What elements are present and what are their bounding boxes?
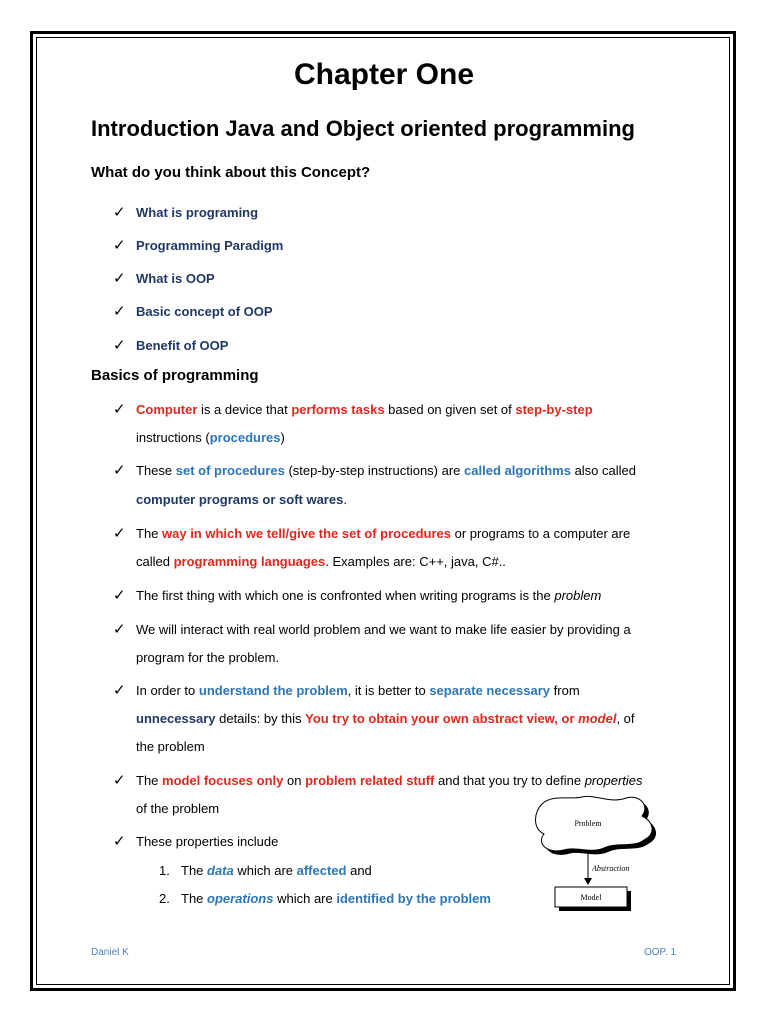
footer-author: Daniel K xyxy=(91,947,129,958)
check-icon: ✓ xyxy=(113,621,126,638)
check-icon: ✓ xyxy=(113,337,126,354)
concept-item: What is programing xyxy=(136,205,259,220)
check-icon: ✓ xyxy=(113,833,126,850)
basics-item-continued: instructions (procedures) xyxy=(136,430,285,445)
basics-item: In order to understand the problem, it is better to separate necessary from xyxy=(136,683,580,698)
check-icon: ✓ xyxy=(113,525,126,542)
question-heading: What do you think about this Concept? xyxy=(91,164,371,181)
basics-item: These properties include xyxy=(136,834,279,849)
concept-item: Programming Paradigm xyxy=(136,238,284,253)
basics-item: These set of procedures (step-by-step instructions) are called algorithms also called xyxy=(136,463,636,478)
concept-item: Basic concept of OOP xyxy=(136,304,273,319)
concept-item: What is OOP xyxy=(136,271,215,286)
numbered-item: The data which are affected and xyxy=(181,863,372,878)
check-icon: ✓ xyxy=(113,682,126,699)
basics-item-continued: the problem xyxy=(136,739,205,754)
chapter-title: Chapter One xyxy=(293,58,475,91)
basics-item: Computer is a device that performs tasks based on given set of step-by-step xyxy=(136,402,593,417)
numbered-item-number: 1. xyxy=(159,863,170,878)
basics-item: The first thing with which one is confronted when writing programs is the problem xyxy=(136,588,602,603)
basics-item-continued: computer programs or soft wares. xyxy=(136,492,347,507)
model-label: Model xyxy=(580,893,602,902)
basics-heading: Basics of programming xyxy=(91,367,259,384)
footer-page-number: OOP. 1 xyxy=(644,947,677,958)
abstraction-label: Abstraction xyxy=(592,864,630,873)
abstraction-arrow-head xyxy=(584,878,592,885)
check-icon: ✓ xyxy=(113,401,126,418)
concept-item: Benefit of OOP xyxy=(136,338,229,353)
basics-item-continued: unnecessary details: by this You try to obtain your own abstract view, or model, of xyxy=(136,711,635,726)
check-icon: ✓ xyxy=(113,270,126,287)
basics-item: We will interact with real world problem and we want to make life easier by providing a xyxy=(136,622,631,637)
basics-item-continued: program for the problem. xyxy=(136,650,280,665)
abstraction-diagram xyxy=(530,792,670,917)
check-icon: ✓ xyxy=(113,303,126,320)
check-icon: ✓ xyxy=(113,237,126,254)
numbered-item-number: 2. xyxy=(159,891,170,906)
check-icon: ✓ xyxy=(113,772,126,789)
basics-item-continued: called programming languages. Examples are: C++, java, C#.. xyxy=(136,554,506,569)
basics-item: The way in which we tell/give the set of procedures or programs to a computer are xyxy=(136,526,631,541)
check-icon: ✓ xyxy=(113,462,126,479)
problem-label: Problem xyxy=(574,819,602,828)
chapter-subtitle: Introduction Java and Object oriented programming xyxy=(91,116,635,141)
check-icon: ✓ xyxy=(113,587,126,604)
check-icon: ✓ xyxy=(113,204,126,221)
basics-item: The model focuses only on problem related stuff and that you try to define properties xyxy=(136,773,643,788)
basics-item-continued: of the problem xyxy=(136,801,220,816)
numbered-item: The operations which are identified by the problem xyxy=(181,891,491,906)
